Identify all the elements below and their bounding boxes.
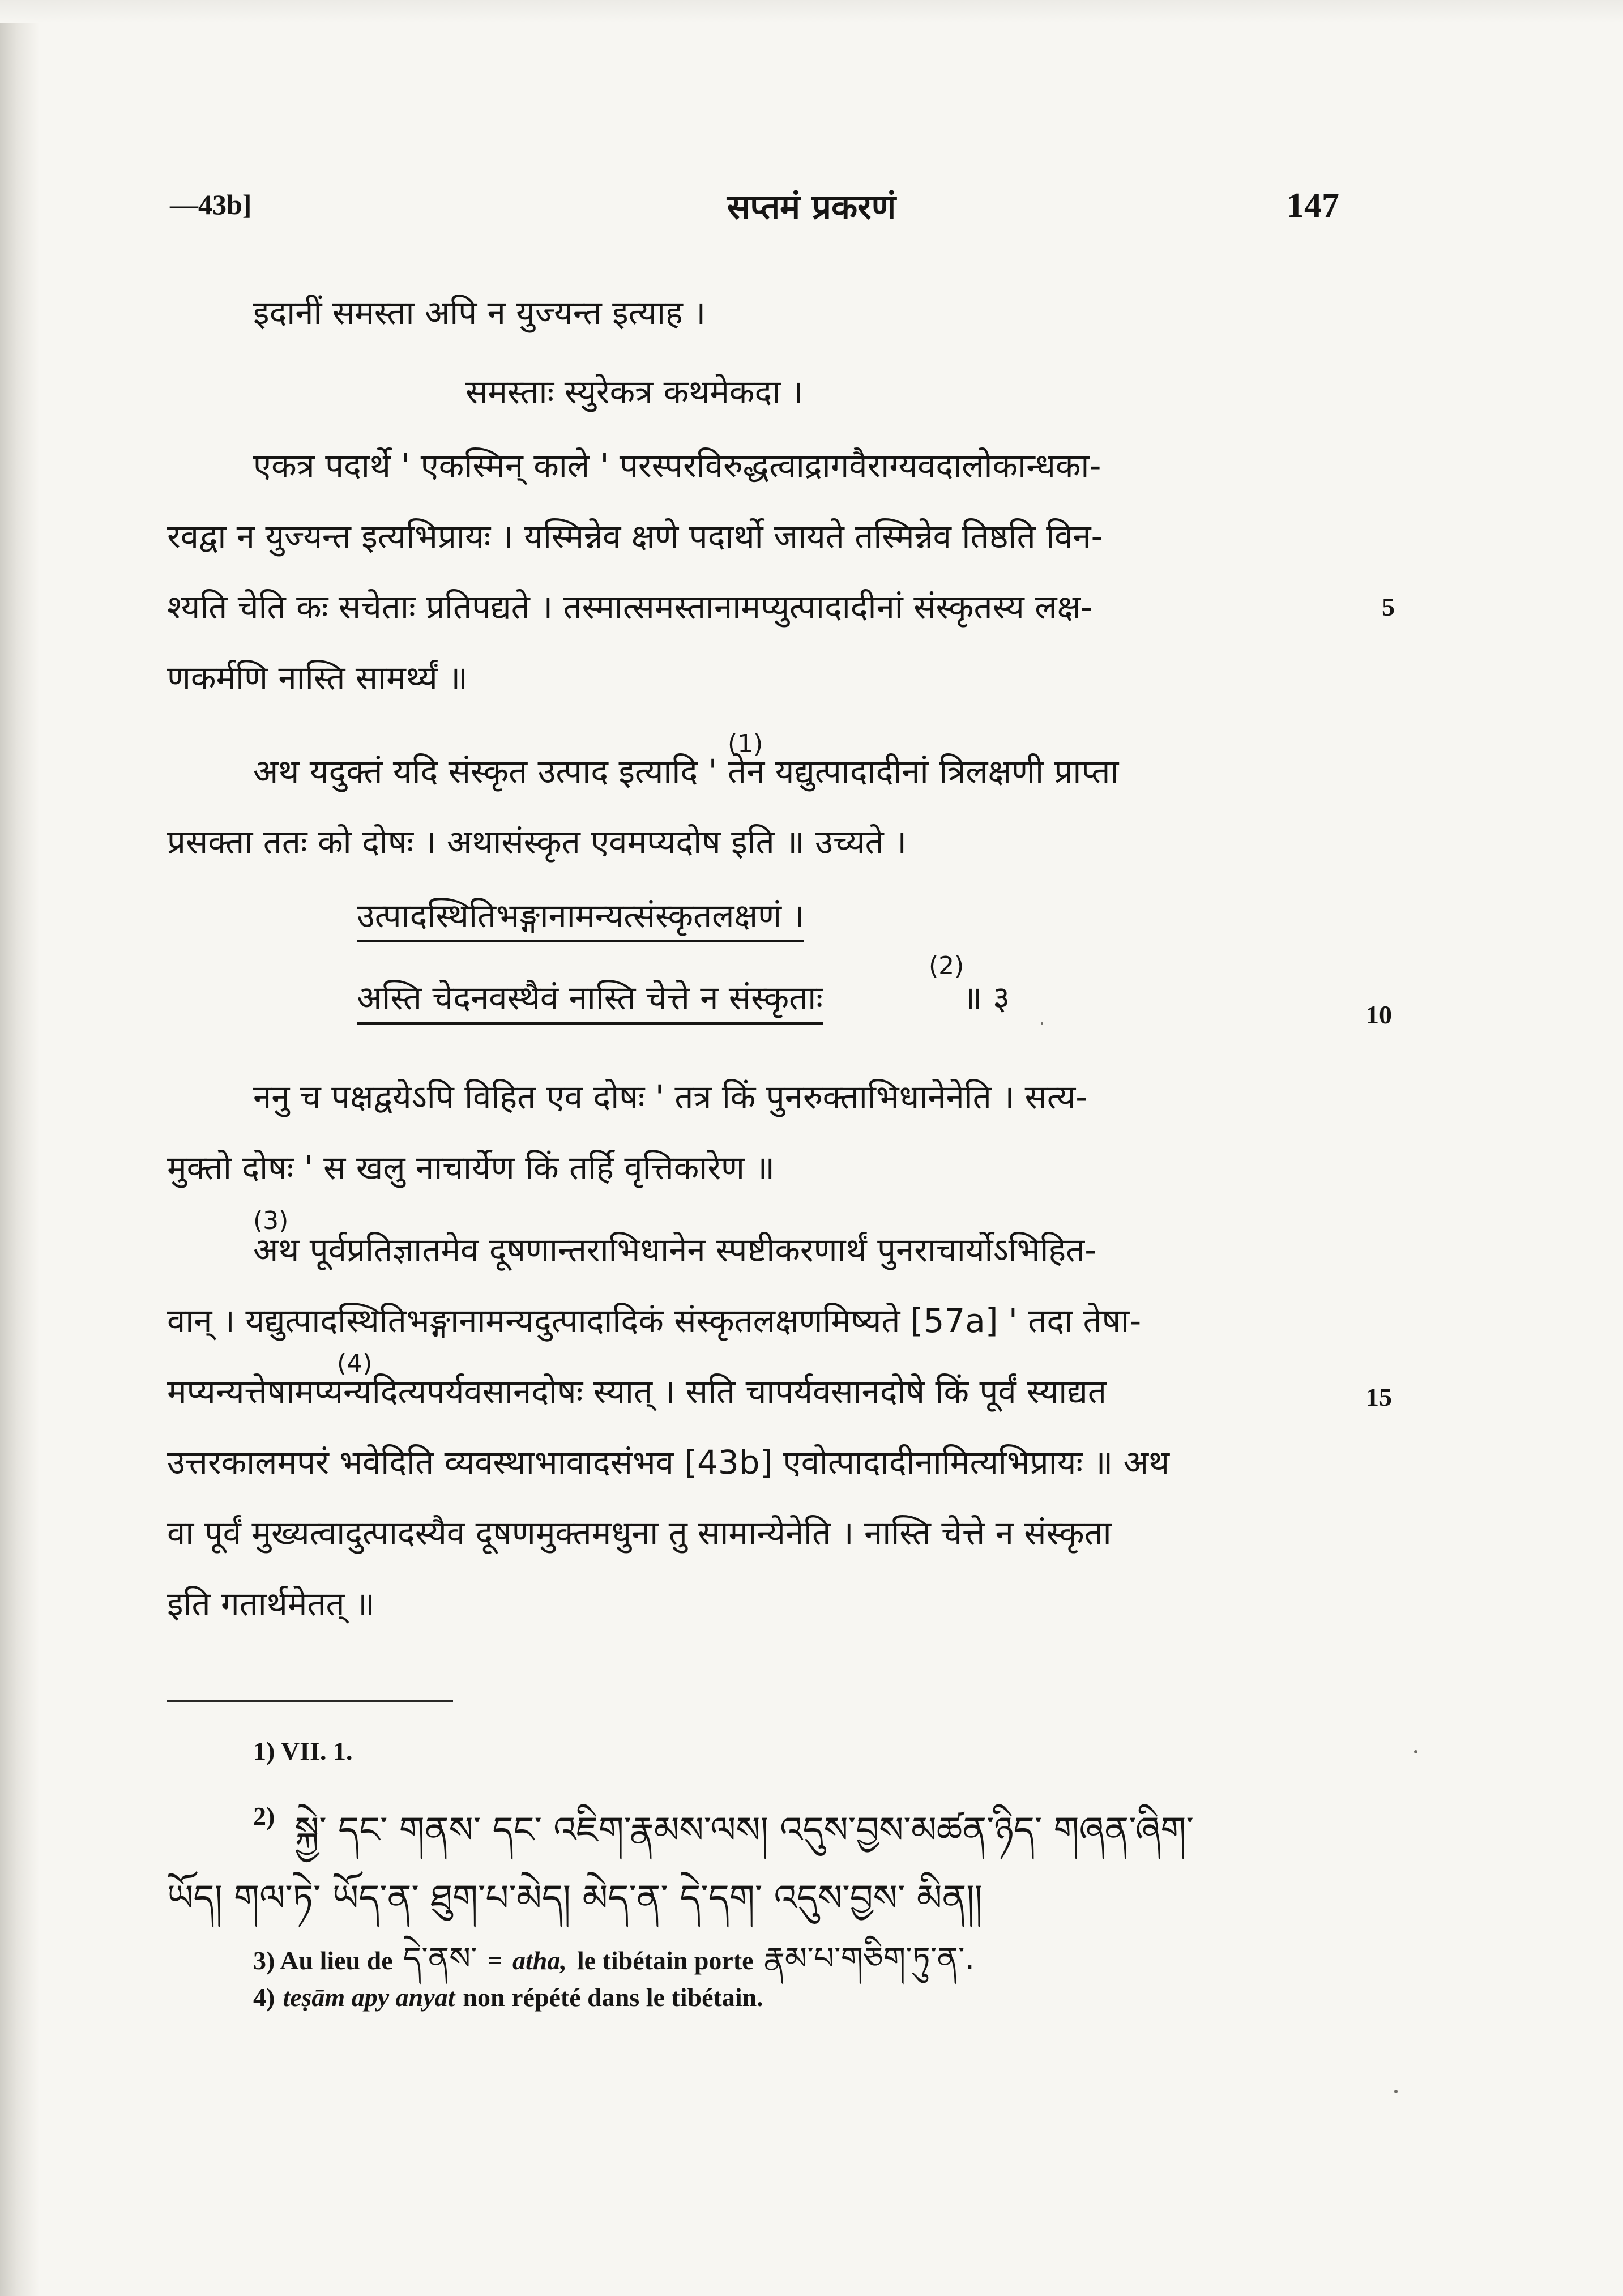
- footnote-4: [253, 1982, 763, 2012]
- intro-line: इदानीं समस्ता अपि न युज्यन्त इत्याह ।: [253, 293, 706, 332]
- para3-line-2: मुक्तो दोषः ' स खलु नाचार्येण किं तर्हि वृत्तिकारेण ॥: [167, 1149, 775, 1187]
- scan-left-edge: [0, 0, 40, 2296]
- page-title: सप्तमं प्रकरणं: [727, 187, 896, 227]
- footnote-1: 1) VII. 1.: [253, 1736, 353, 1765]
- para1-line-4: णकर्मणि नास्ति सामर्थ्यं ॥: [167, 659, 468, 697]
- footnote-4-number: 4): [253, 1983, 275, 2012]
- scan-speck: [1041, 1022, 1043, 1025]
- para1-line-1: एकत्र पदार्थे ' एकस्मिन् काले ' परस्परविरुद्धत्वाद्रागवैराग्यवदालोकान्धका-: [253, 446, 1101, 485]
- para2-line-2: प्रसक्ता ततः को दोषः । अथासंस्कृत एवमप्यदोष इति ॥ उच्यते ।: [167, 823, 907, 861]
- page-number: 147: [1287, 186, 1339, 225]
- footnote-3-text: le tibétain porte: [576, 1946, 754, 1975]
- para4-line-6: इति गतार्थमेतत् ॥: [167, 1585, 375, 1623]
- para4-line-5: वा पूर्वं मुख्यत्वादुत्पादस्यैव दूषणमुक्तमधुना तु सामान्येनेति । नास्ति चेत्ते न संस्कृता: [167, 1514, 1112, 1552]
- ref-marker-2: (2): [929, 951, 964, 980]
- footnote-4-italic: teṣām apy anyat: [283, 1983, 455, 2012]
- margin-line-number-15: 15: [1366, 1382, 1392, 1411]
- footnote-3-tibetan-word: དེ་ནས་: [403, 1940, 477, 1977]
- scan-top-edge: [0, 0, 1623, 23]
- footnote-rule: [167, 1700, 453, 1702]
- ref-marker-1: (1): [728, 729, 763, 758]
- margin-line-number-10: 10: [1366, 1000, 1392, 1029]
- para1-line-3: श्यति चेति कः सचेताः प्रतिपद्यते । तस्मात्समस्तानामप्युत्पादादीनां संस्कृतस्य लक्ष-: [167, 588, 1093, 626]
- footnote-2-tibetan-line-2: ཡོད། གལ་ཏེ་ ཡོད་ན་ ཐུག་པ་མེད། མེད་ན་ དེ་དག་ འདུས་བྱས་ མིན།།: [167, 1877, 983, 1919]
- ref-marker-3: (3): [253, 1206, 289, 1235]
- verse-line-a: समस्ताः स्युरेकत्र कथमेकदा ।: [465, 373, 804, 411]
- ref-marker-4: (4): [337, 1349, 373, 1378]
- para3-line-1: ननु च पक्षद्वयेऽपि विहित एव दोषः ' तत्र किं पुनरुक्ताभिधानेनेति । सत्य-: [253, 1078, 1088, 1116]
- footnote-2-tibetan-line-1: སྐྱེ་ དང་ གནས་ དང་ འཇིག་རྣམས་ལས། འདུས་བྱས་མཚན་ཉིད་ གཞན་ཞིག་: [294, 1810, 1194, 1851]
- para4-line-2: वान् । यद्युत्पादस्थितिभङ्गानामन्यदुत्पादादिकं संस्कृतलक्षणमिष्यते [57a] ' तदा तेषा-: [167, 1301, 1142, 1340]
- verse-number: ॥ ३: [963, 979, 1010, 1017]
- verse-line-b1: उत्पादस्थितिभङ्गानामन्यत्संस्कृतलक्षणं ।: [357, 892, 804, 942]
- para1-line-2: रवद्वा न युज्यन्त इत्यभिप्रायः । यस्मिन्नेव क्षणे पदार्थो जायते तस्मिन्नेव तिष्ठति विन-: [167, 517, 1103, 556]
- header-folio-ref: —43b]: [170, 189, 252, 220]
- scan-speck: [1414, 1750, 1417, 1753]
- footnote-3-prefix: 3) Au lieu de: [253, 1946, 393, 1975]
- verse-line-b2: अस्ति चेदनवस्थैवं नास्ति चेत्ते न संस्कृताः: [357, 974, 823, 1025]
- para4-line-3: मप्यन्यत्तेषामप्यन्यदित्यपर्यवसानदोषः स्यात् । सति चापर्यवसानदोषे किं पूर्वं स्याद्यत: [167, 1372, 1107, 1411]
- footnote-4-text: non répété dans le tibétain.: [463, 1983, 763, 2012]
- footnote-2-number: 2): [253, 1802, 275, 1830]
- footnote-3-equals: =: [487, 1946, 502, 1975]
- scan-speck: [1394, 2090, 1398, 2093]
- para4-line-1: अथ पूर्वप्रतिज्ञातमेव दूषणान्तराभिधानेन स्पष्टीकरणार्थं पुनराचार्योऽभिहित-: [253, 1231, 1097, 1269]
- para4-line-4: उत्तरकालमपरं भवेदिति व्यवस्थाभावादसंभव [43b] एवोत्पादादीनामित्यभिप्रायः ॥ अथ: [167, 1443, 1170, 1482]
- footnote-3-atha: atha,: [512, 1946, 567, 1975]
- footnote-3-tibetan-phrase: རྣམ་པ་གཅིག་ཏུ་ན་.: [763, 1940, 975, 1977]
- margin-line-number-5: 5: [1382, 592, 1395, 621]
- para2-line-1: अथ यदुक्तं यदि संस्कृत उत्पाद इत्यादि ' तेन यद्युत्पादादीनां त्रिलक्षणी प्राप्ता: [253, 752, 1119, 791]
